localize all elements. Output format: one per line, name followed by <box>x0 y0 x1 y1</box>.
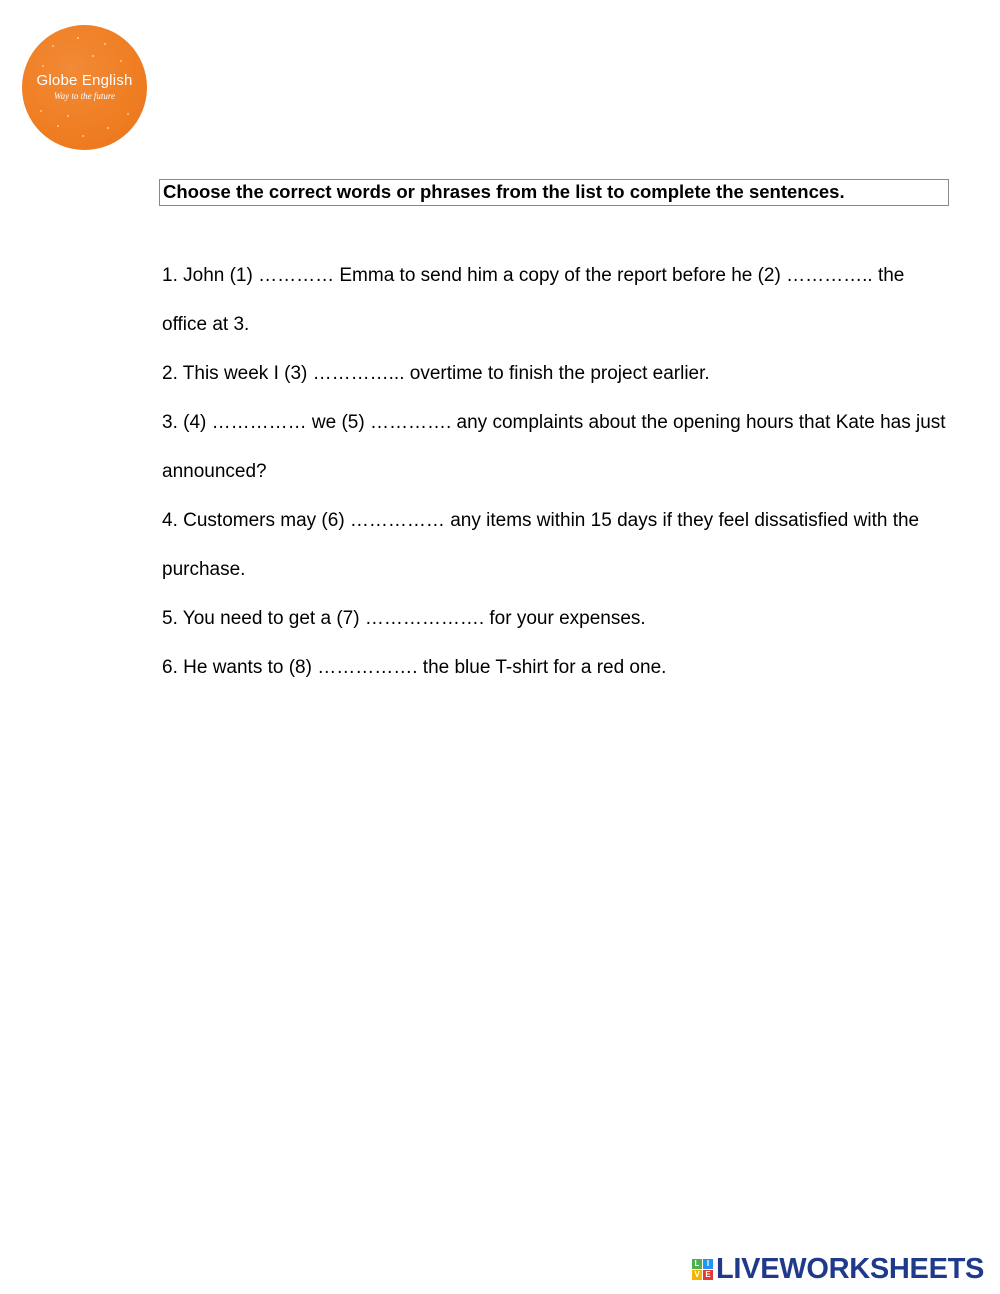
live-blocks-icon <box>692 1259 713 1280</box>
question-3: 3. (4) …………… we (5) …………. any complaints about the opening hours that Kate has just announced? <box>162 412 946 482</box>
live-block-l: L <box>692 1259 702 1269</box>
brand-text: LIVEWORKSHEETS <box>716 1252 985 1285</box>
instruction-box: Choose the correct words or phrases from the list to complete the sentences. <box>159 179 949 206</box>
logo-sparkle <box>42 65 44 67</box>
question-2: 2. This week I (3) …………... overtime to finish the project earlier. <box>162 363 710 384</box>
logo-sparkle <box>57 125 59 127</box>
logo-sparkle <box>82 135 84 137</box>
question-4: 4. Customers may (6) …………… any items within 15 days if they feel dissatisfied with the purchase. <box>162 510 920 580</box>
live-block-v: V <box>692 1270 702 1280</box>
logo-sparkle <box>67 115 69 117</box>
logo-sparkle <box>127 113 129 115</box>
question-6: 6. He wants to (8) ……………. the blue T-shirt for a red one. <box>162 657 667 678</box>
question-list <box>162 251 952 692</box>
logo-sparkle <box>52 45 54 47</box>
question-1: 1. John (1) ………… Emma to send him a copy of the report before he (2) ………….. the office at 3. <box>162 265 905 335</box>
logo-sparkle <box>107 127 109 129</box>
logo-title: Globe English <box>36 72 133 89</box>
globe-english-logo <box>22 25 147 150</box>
logo-sparkle <box>40 110 42 112</box>
logo-sparkle <box>92 55 94 57</box>
liveworksheets-logo <box>692 1254 984 1284</box>
logo-sparkle <box>120 60 122 62</box>
live-block-i: I <box>703 1259 713 1269</box>
logo-sparkle <box>77 37 79 39</box>
logo-sparkle <box>104 43 106 45</box>
live-block-e: E <box>703 1270 713 1280</box>
question-5: 5. You need to get a (7) ………………. for your expenses. <box>162 608 646 629</box>
logo-tagline: Way to the future <box>53 91 116 101</box>
